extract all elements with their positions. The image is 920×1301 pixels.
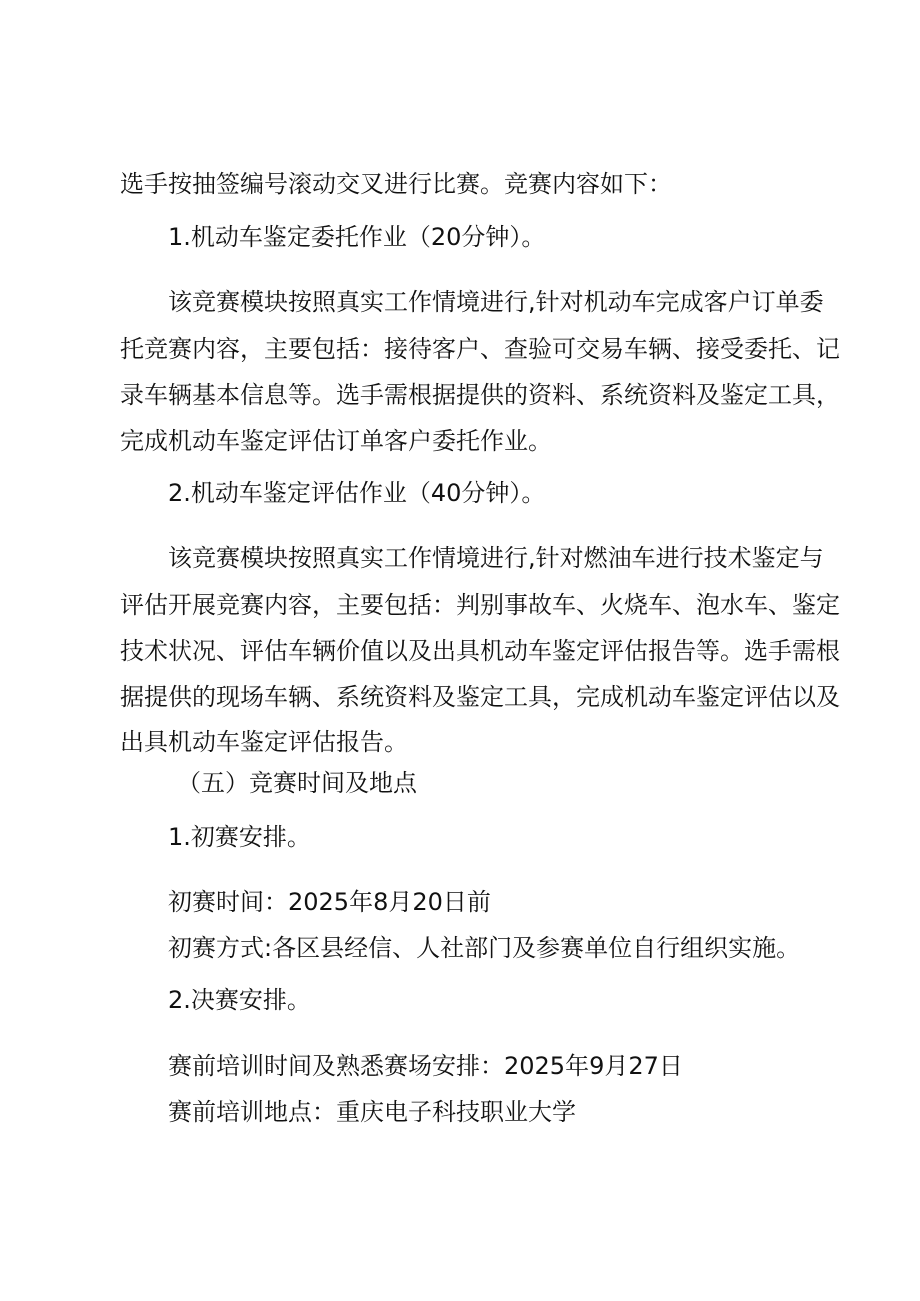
- item2-body-line: 该竞赛模块按照真实工作情境进行,针对燃油车进行技术鉴定与: [168, 544, 824, 572]
- paragraph-continuation: 选手按抽签编号滚动交叉进行比赛。竞赛内容如下：: [120, 170, 672, 198]
- final-heading: 2.决赛安排。: [168, 986, 311, 1014]
- item2-body-line: 据提供的现场车辆、系统资料及鉴定工具，完成机动车鉴定评估以及: [120, 683, 840, 711]
- item1-body-line: 该竞赛模块按照真实工作情境进行,针对机动车完成客户订单委: [168, 288, 824, 316]
- item1-heading: 1.机动车鉴定委托作业（20分钟）。: [168, 223, 546, 251]
- prelim-method: 初赛方式:各区县经信、人社部门及参赛单位自行组织实施。: [168, 934, 801, 962]
- item2-body-line: 技术状况、评估车辆价值以及出具机动车鉴定评估报告等。选手需根: [120, 637, 840, 665]
- item2-body-line: 出具机动车鉴定评估报告。: [120, 728, 408, 756]
- item1-body-line: 完成机动车鉴定评估订单客户委托作业。: [120, 427, 552, 455]
- item1-body-line: 托竞赛内容，主要包括：接待客户、查验可交易车辆、接受委托、记: [120, 335, 840, 363]
- section-heading: （五）竞赛时间及地点: [177, 769, 417, 797]
- prelim-time: 初赛时间：2025年8月20日前: [168, 888, 491, 916]
- item2-heading: 2.机动车鉴定评估作业（40分钟）。: [168, 479, 546, 507]
- item2-body-line: 评估开展竞赛内容，主要包括：判别事故车、火烧车、泡水车、鉴定: [120, 591, 840, 619]
- final-training-place: 赛前培训地点：重庆电子科技职业大学: [168, 1098, 576, 1126]
- item1-body-line: 录车辆基本信息等。选手需根据提供的资料、系统资料及鉴定工具，: [120, 381, 840, 409]
- prelim-heading: 1.初赛安排。: [168, 823, 311, 851]
- final-training-time: 赛前培训时间及熟悉赛场安排：2025年9月27日: [168, 1052, 683, 1080]
